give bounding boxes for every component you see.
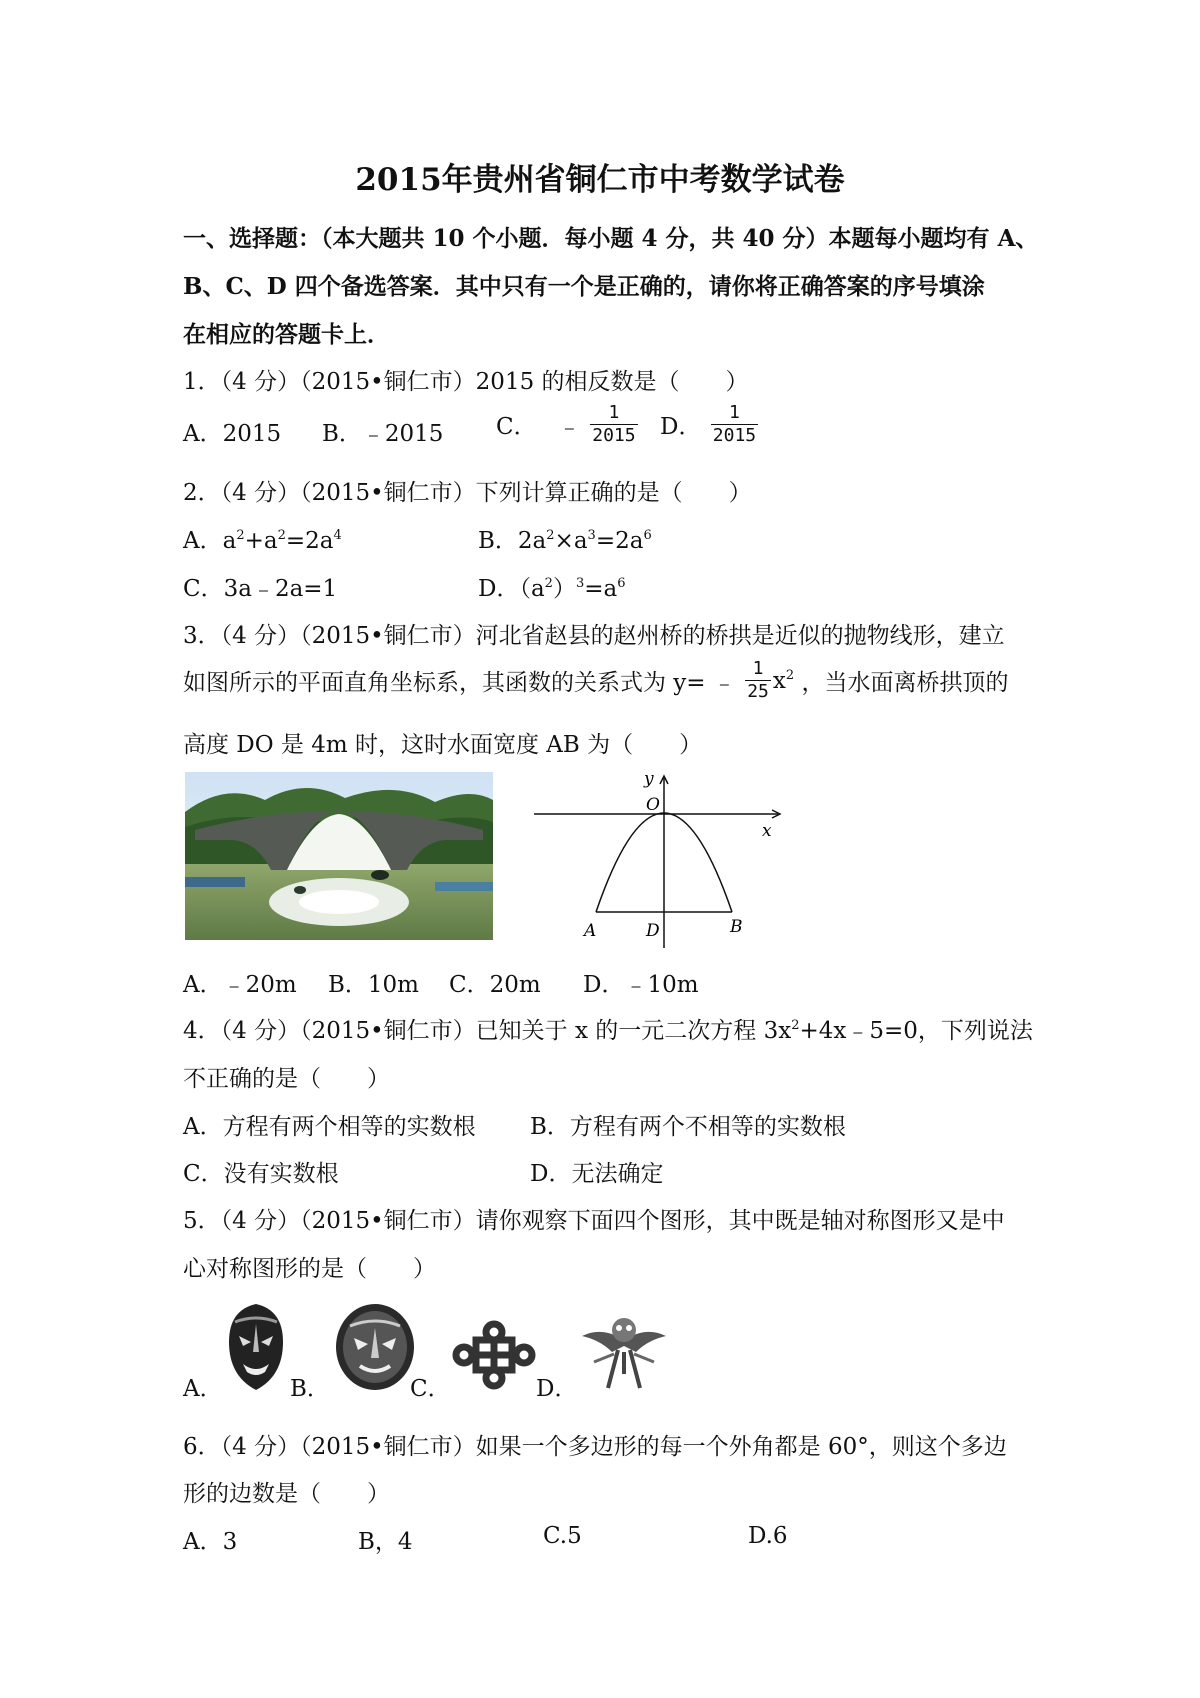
kite-d-icon [578,1310,670,1400]
label-d: D [646,921,660,941]
chinese-knot-c-icon [452,1320,536,1396]
label-y: y [644,772,654,789]
q6-line2: 形的边数是（ ） [183,1481,390,1507]
q1-d-fraction: $\frac{1}{2015}$ [712,402,757,446]
q6-option-c: C.5 [543,1523,582,1549]
q5-option-d-label: D． [536,1376,578,1402]
q3-option-b: B．10m [328,972,419,998]
q3-line1: 3．（4 分）（2015•铜仁市）河北省赵县的赵州桥的桥拱是近似的抛物线形，建立 [183,623,1005,649]
q3-line3: 高度 DO 是 4m 时，这时水面宽度 AB 为（ ） [183,732,703,758]
q1-option-b: B．﹣2015 [322,421,444,447]
q4-option-c: C．没有实数根 [183,1161,339,1187]
q5-option-b-label: B． [290,1376,330,1402]
q4-option-b: B．方程有两个不相等的实数根 [530,1114,846,1140]
q6-option-b: B，4 [358,1529,413,1555]
q2-option-b: B．$2a^2\times a^3=2a^6$ [478,528,652,554]
q3-fraction: $\frac{1}{25}$ [747,658,769,702]
q2-option-c: C．3a﹣2a=1 [183,576,338,602]
label-x: x [762,821,772,841]
q1-option-d: D． $\frac{1}{2015}$ [660,402,757,446]
section-instruction-line2: B、C、D 四个备选答案．其中只有一个是正确的，请你将正确答案的序号填涂 [183,273,985,300]
q4-line1: 4．（4 分）（2015•铜仁市）已知关于 x 的一元二次方程 $3x^2+4x﹣5=0$，下列说法 [183,1018,1033,1044]
q5-option-c-label: C． [410,1376,451,1402]
q2-option-d: D．$(a^2)^3=a^6$ [478,576,626,602]
q6-option-d: D.6 [748,1523,788,1549]
bridge-photo-image [185,772,493,940]
section-instruction-line3: 在相应的答题卡上． [183,321,390,348]
q3-line2: 如图所示的平面直角坐标系，其函数的关系式为 y= ﹣ $\frac{1}{25}$ $x^2$ ，当水面离桥拱顶的 [183,658,1009,702]
q3-option-c: C．20m [449,972,541,998]
q5-line2: 心对称图形的是（ ） [183,1256,436,1282]
bridge-photo [185,772,493,940]
q4-line2: 不正确的是（ ） [183,1066,390,1092]
q6-option-a: A．3 [183,1529,238,1555]
q3-option-d: D．﹣10m [583,972,699,998]
round-mask-b-icon [334,1302,416,1398]
label-o: O [646,795,660,815]
q5-line1: 5．（4 分）（2015•铜仁市）请你观察下面四个图形，其中既是轴对称图形又是中 [183,1208,1005,1234]
q6-line1: 6．（4 分）（2015•铜仁市）如果一个多边形的每一个外角都是 60°，则这个多边 [183,1434,1007,1460]
q5-option-a-label: A． [183,1376,223,1402]
q1-option-a: A．2015 [183,421,282,447]
page-title: 2015年贵州省铜仁市中考数学试卷 [355,162,845,198]
q3-option-a: A．﹣20m [183,972,297,998]
mask-a-icon [225,1302,287,1398]
label-a: A [584,921,597,941]
q4-option-d: D．无法确定 [530,1161,664,1187]
q4-option-a: A．方程有两个相等的实数根 [183,1114,476,1140]
q2-stem: 2．（4 分）（2015•铜仁市）下列计算正确的是（ ） [183,480,752,506]
label-b: B [730,917,743,937]
q1-stem: 1．（4 分）（2015•铜仁市）2015 的相反数是（ ） [183,369,749,395]
q1-option-c: C． ﹣ $\frac{1}{2015}$ [496,402,636,446]
q2-option-a: A．$a^2+a^2=2a^4$ [183,528,342,554]
parabola-graph [528,772,790,958]
section-instruction-line1: 一、选择题：（本大题共 10 个小题．每小题 4 分，共 40 分）本题每小题均有 A、 [183,225,1039,252]
q1-c-fraction: $\frac{1}{2015}$ [592,402,636,446]
